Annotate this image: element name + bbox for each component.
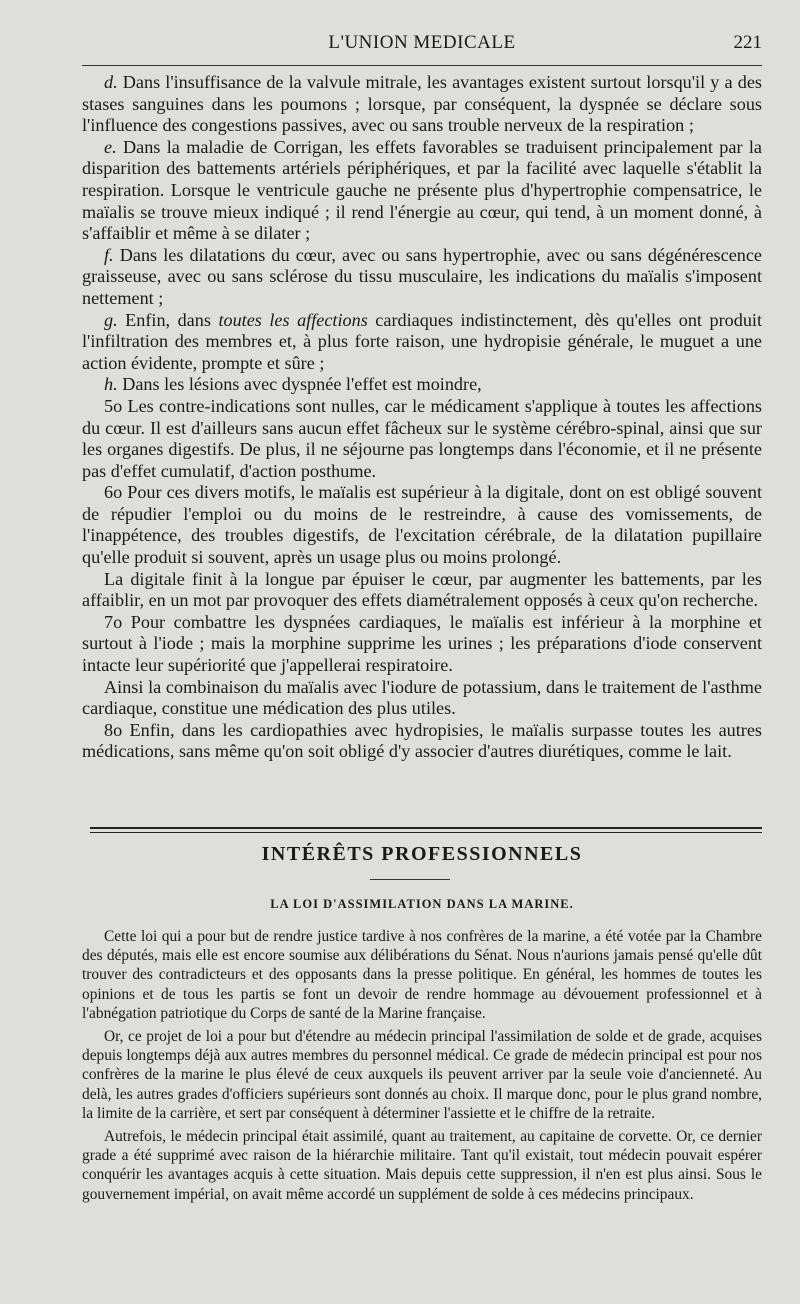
paragraph-digitale: La digitale finit à la longue par épuiser le cœur, par augmenter les battements, par les affaiblir, en un mot par provoquer des effets diamétralement opposés à ceux qu'on recherche.: [82, 568, 762, 611]
paragraph-f-text: Dans les dilatations du cœur, avec ou sans hypertrophie, avec ou sans dégénérescence graisseuse, avec ou sans sclérose du tissu musculaire, les indications du maïalis s'imposent nettement ;: [82, 244, 763, 308]
paragraph-g-text-b: cardiaques indistinctement, dès qu'elles ont produit l'infiltration des membres et, à plus forte raison, une hydropisie générale, le muguet a une action évidente, prompte et sûre ;: [82, 309, 763, 373]
paragraph-7: 7o Pour combattre les dyspnées cardiaques, le maïalis est inférieur à la morphine et surtout à l'iode ; mais la morphine supprime les urines ; les préparations d'iode conservent intacte leur supériorité que j'appellerai respiratoire.: [82, 611, 762, 676]
article-paragraph-3: Autrefois, le médecin principal était assimilé, quant au traitement, au capitaine de corvette. Or, ce dernier grade a été supprimé avec raison de la hiérarchie militaire. Tant qu'il existait, tout médecin pouvait espérer conquérir les avantages acquis à cette situation. Mais depuis cette suppression, il n'en est plus ainsi. Sous le gouvernement impérial, on avait même accordé un supplément de solde à ces médecins principaux.: [82, 1128, 762, 1203]
paragraph-h: [82, 374, 762, 396]
paragraph-8: 8o Enfin, dans les cardiopathies avec hydropisies, le maïalis surpasse toutes les autres médications, sans même qu'on soit obligé d'y associer d'autres diurétiques, comme le lait.: [82, 719, 762, 762]
paragraph-g-italic: toutes les affections: [218, 309, 368, 330]
paragraph-6: 6o Pour ces divers motifs, le maïalis est supérieur à la digitale, dont on est obligé souvent de répudier l'emploi ou du moins de le restreindre, à cause des vomissements, de l'inappétence, des troubles digestifs, de l'excitation cérébrale, de la dilatation pupillaire qu'elle produit si souvent, après un usage plus ou moins prolongé.: [82, 482, 762, 568]
article-body-continued: [82, 72, 762, 763]
item-label-d: d.: [104, 72, 118, 92]
paragraph-5: 5o Les contre-indications sont nulles, car le médicament s'applique à toutes les affections du cœur. Il est d'ailleurs sans aucun effet fâcheux sur le système cérébro-spinal, ainsi que sur les organes digestifs. De plus, il ne séjourne pas longtemps dans l'économie, et il ne présente pas d'effet cumulatif, d'action posthume.: [82, 395, 762, 481]
paragraph-g: [82, 310, 762, 375]
article-paragraph-2: Or, ce projet de loi a pour but d'étendre au médecin principal l'assimilation de solde et de grade, acquises depuis longtemps déjà aux autres membres du personnel médical. Ce grade de médecin principal est pour nos confrères de la marine le plus élevé de ceux auxquels ils peuvent arriver par la seule voie d'ancienneté. Au delà, les autres grades d'officiers supérieurs sont donnés au choix. Il marque donc, pour le plus grand nombre, la limite de la carrière, et sert par conséquent à déterminer l'assiette et le chiffre de la retraite.: [82, 1028, 762, 1122]
paragraph-e: [82, 137, 762, 245]
paragraph-e-text: Dans la maladie de Corrigan, les effets favorables se traduisent principalement par la disparition des battements artériels périphériques, et par la facilité avec laquelle s'établit la respiration. Lorsque le ventricule gauche ne présente plus d'hypertrophie compensatrice, le maïalis se trouve mieux indiqué ; il rend l'énergie au cœur, qui tend, à un moment donné, à s'affaiblir et même à se dilater ;: [82, 136, 762, 244]
header-rule: [82, 65, 762, 66]
article-body: [82, 927, 762, 1204]
item-label-e: e.: [104, 136, 117, 157]
paragraph-h-text: Dans les lésions avec dyspnée l'effet est moindre,: [122, 374, 482, 395]
item-label-f: f.: [104, 244, 114, 265]
section-divider: [90, 827, 762, 833]
article-title: LA LOI D'ASSIMILATION DANS LA MARINE.: [270, 897, 574, 911]
paragraph-g-text-a: Enfin, dans: [125, 309, 211, 330]
paragraph-d: [82, 72, 762, 137]
section-divider-thick: [90, 827, 762, 829]
paragraph-ainsi: Ainsi la combinaison du maïalis avec l'iodure de potassium, dans le traitement de l'asthme cardiaque, constitue une médication des plus utiles.: [82, 676, 762, 719]
paragraph-f: [82, 245, 762, 310]
item-label-g: g.: [104, 309, 118, 330]
item-label-h: h.: [104, 374, 118, 395]
journal-title: L'UNION MEDICALE: [328, 32, 516, 53]
running-header: [82, 30, 762, 58]
article-paragraph-1: Cette loi qui a pour but de rendre justice tardive à nos confrères de la marine, a été votée par la Chambre des députés, mais elle est encore soumise aux délibérations du Sénat. Nous n'aurions jamais pensé qu'elle dût trouver des contradicteurs et des opposants dans la presse politique. En général, les hommes de toutes les opinions et de tous les partis se font un devoir de rendre hommage au dévouement professionnel et à l'abnégation patriotique du Corps de santé de la Marine française.: [82, 928, 762, 1022]
page-number: 221: [733, 32, 762, 53]
section-heading-rule: [370, 879, 450, 880]
paragraph-d-text: Dans l'insuffisance de la valvule mitrale, les avantages existent surtout lorsqu'il y a des stases sanguines dans les poumons ; lorsque, par conséquent, la dyspnée se déclare sous l'influence des congestions passives, avec ou sans trouble nerveux de la respiration ;: [82, 72, 762, 136]
section-divider-thin: [90, 832, 762, 833]
section-heading: INTÉRÊTS PROFESSIONNELS: [261, 843, 583, 865]
